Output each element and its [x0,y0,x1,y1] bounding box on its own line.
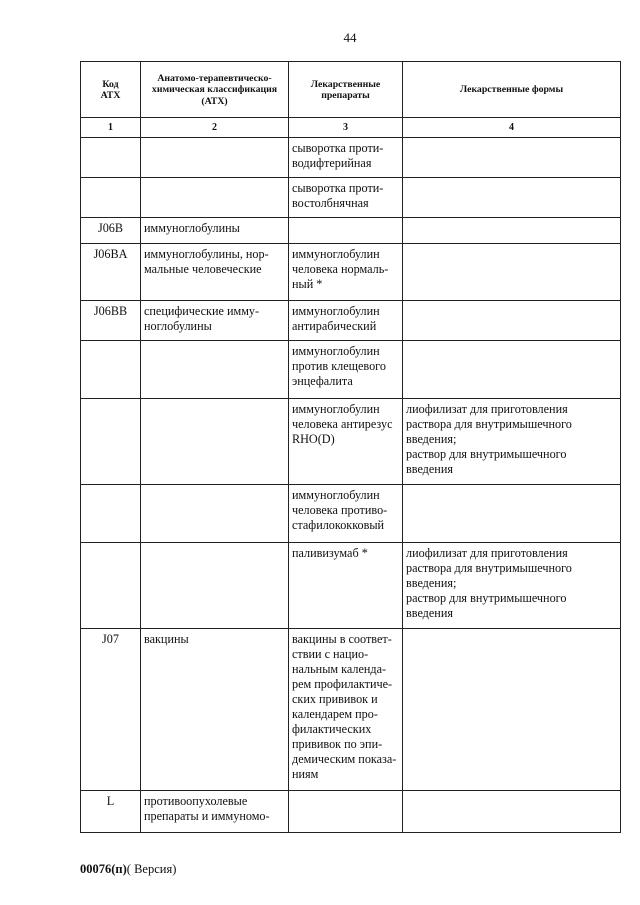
dosage-forms [403,629,621,791]
document-code: 00076(п) [80,862,127,876]
drug-name: иммуноглобулин против клещевого энцефалита [289,341,403,399]
table-row [81,218,621,244]
dosage-forms [403,218,621,244]
dosage-forms [403,178,621,218]
table-row [81,301,621,341]
header-classification: Анатомо-терапевтическо- химическая классификация (АТХ) [141,62,289,118]
dosage-forms: лиофилизат для приготовления раствора для внутримышечного введения; раствор для внутримышечного введения [403,399,621,485]
drug-name: сыворотка проти- востолбнячная [289,178,403,218]
atx-class [141,399,289,485]
column-number-row [81,118,621,138]
column-number: 1 [81,118,141,138]
atx-code: L [81,791,141,833]
atx-code [81,138,141,178]
column-number: 4 [403,118,621,138]
column-number: 3 [289,118,403,138]
drug-name: паливизумаб * [289,543,403,629]
atx-class: иммуноглобулины [141,218,289,244]
table-row [81,629,621,791]
atx-class [141,138,289,178]
table-row [81,178,621,218]
dosage-forms [403,341,621,399]
drug-name [289,791,403,833]
version-label: ( Версия) [126,862,177,876]
atx-code [81,178,141,218]
atx-class: иммуноглобулины, нор- мальные человеческие [141,244,289,301]
atx-class [141,178,289,218]
atx-class [141,543,289,629]
atx-code [81,399,141,485]
drug-name: вакцины в соответ- ствии с нацио- нальным календа- рем профилактиче- ских прививок и календарем про- филактических прививок по эпи- демическим показа- ниям [289,629,403,791]
header-drugs: Лекарственные препараты [289,62,403,118]
dosage-forms [403,138,621,178]
header-code: Код АТХ [81,62,141,118]
drug-name: иммуноглобулин антирабический [289,301,403,341]
atx-class [141,485,289,543]
column-number: 2 [141,118,289,138]
atx-code [81,485,141,543]
atx-class: специфические имму- ноглобулины [141,301,289,341]
atx-code [81,341,141,399]
table-row [81,244,621,301]
drug-name [289,218,403,244]
page-number: 44 [343,30,357,45]
drug-name: иммуноглобулин человека антирезус RHO(D) [289,399,403,485]
atx-code: J06B [81,218,141,244]
table-row [81,341,621,399]
atx-drug-table [80,61,621,833]
dosage-forms [403,791,621,833]
atx-code: J06BB [81,301,141,341]
dosage-forms: лиофилизат для приготовления раствора для внутримышечного введения; раствор для внутримышечного введения [403,543,621,629]
atx-class: противоопухолевые препараты и иммуномо- [141,791,289,833]
table-row [81,791,621,833]
dosage-forms [403,301,621,341]
table-row [81,543,621,629]
table-row [81,485,621,543]
atx-code: J06BA [81,244,141,301]
header-row [81,62,621,118]
dosage-forms [403,485,621,543]
atx-code: J07 [81,629,141,791]
table-row [81,399,621,485]
drug-name: иммуноглобулин человека нормаль- ный * [289,244,403,301]
drug-name: иммуноглобулин человека противо- стафилококковый [289,485,403,543]
dosage-forms [403,244,621,301]
atx-class [141,341,289,399]
atx-code [81,543,141,629]
document-footer [80,862,176,877]
table-row [81,138,621,178]
drug-name: сыворотка проти- водифтерийная [289,138,403,178]
header-forms: Лекарственные формы [403,62,621,118]
atx-class: вакцины [141,629,289,791]
